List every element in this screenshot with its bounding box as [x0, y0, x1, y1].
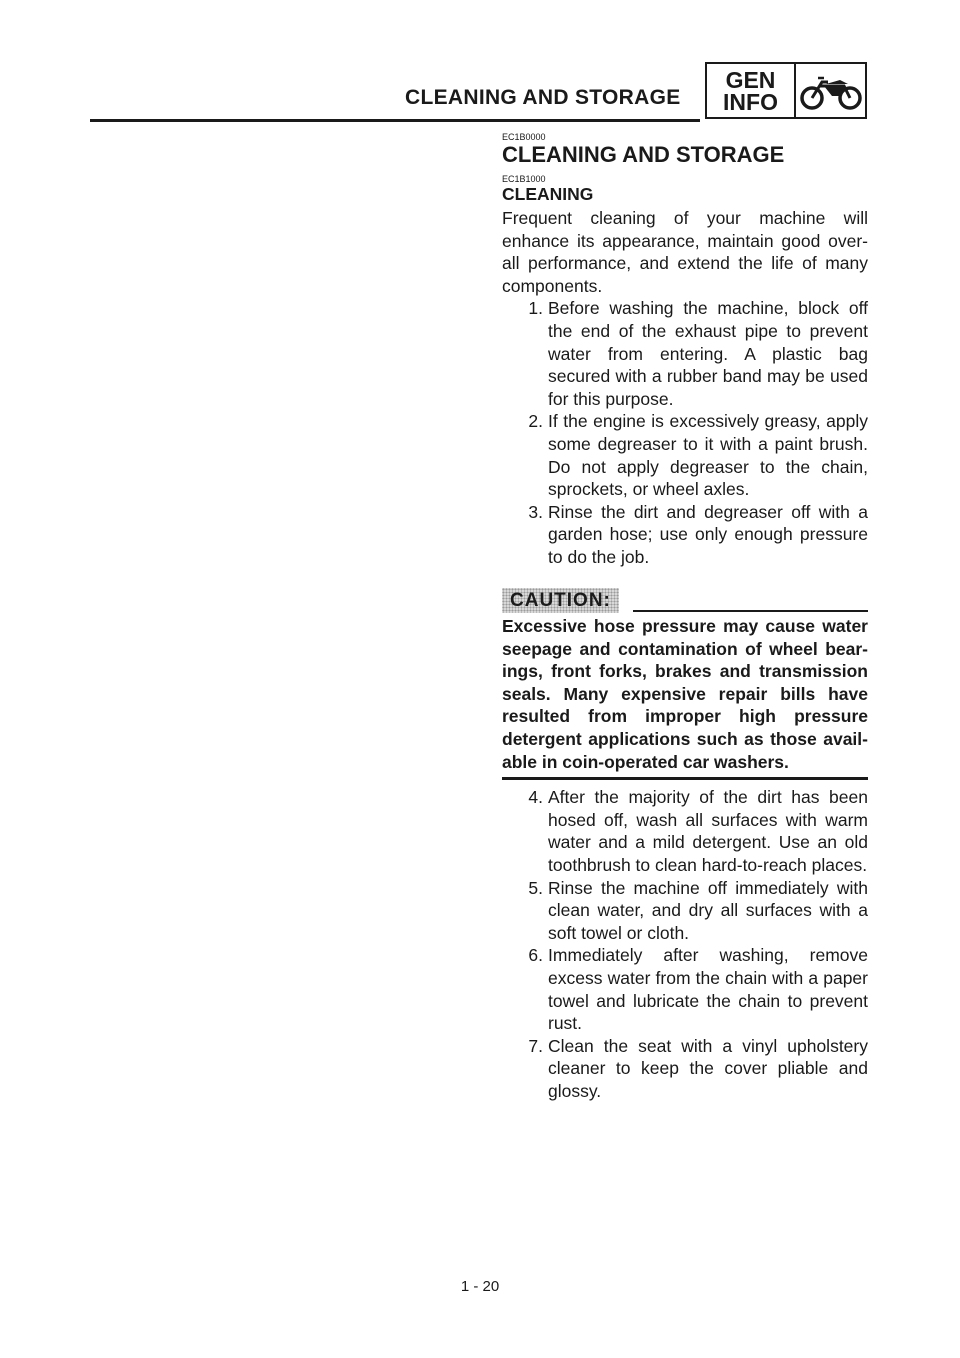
section-badge: [705, 62, 867, 119]
step-text: Before washing the machine, block off the end of the exhaust pipe to prevent water from entering. A plastic bag secured with a rubber band may be used for this purpose.: [548, 298, 868, 409]
caution-text: Excessive hose pressure may cause water seepage and contamination of wheel bear-ings, front forks, brakes and transmission seals. Many expensive repair bills have resulted from improper high pressure detergent applications such as those avail-able in coin-operated car washers.: [502, 616, 868, 772]
badge-line-info: INFO: [723, 88, 778, 115]
step-text: After the majority of the dirt has been hosed off, wash all surfaces with warm water and a mild detergent. Use an old toothbrush to clean hard-to-reach places.: [548, 787, 868, 876]
motorcycle-icon: [796, 64, 865, 117]
steps-list-b: [502, 786, 868, 1102]
step-number: 1.: [528, 298, 543, 319]
step-text: If the engine is excessively greasy, apply some degreaser to it with a paint brush. Do not apply degreaser to the chain, sprockets, or wheel axles.: [548, 411, 868, 500]
caution-label: CAUTION:: [502, 588, 619, 614]
list-item: [502, 786, 868, 876]
caution-header: [502, 588, 868, 614]
subsection-code: EC1B1000: [502, 174, 546, 184]
steps-list-a: [502, 297, 868, 568]
section-title: CLEANING AND STORAGE: [502, 142, 785, 167]
badge-line-gen: GEN: [725, 66, 776, 93]
step-number: 4.: [528, 787, 543, 808]
list-item: [502, 1035, 868, 1103]
caution-rule: [633, 610, 868, 612]
list-item: [502, 410, 868, 500]
list-item: [502, 944, 868, 1034]
step-number: 6.: [528, 945, 543, 966]
step-number: 5.: [528, 877, 543, 898]
page-number: 1 - 20: [460, 1278, 500, 1295]
subsection-title: CLEANING: [502, 184, 594, 204]
caution-end-rule: [502, 777, 868, 780]
badge-text: [707, 64, 796, 117]
section-code: EC1B0000: [502, 132, 546, 142]
step-number: 3.: [528, 501, 543, 522]
intro-paragraph: Frequent cleaning of your machine will enhance its appearance, maintain good over-all performance, and extend the life of many components.: [502, 208, 868, 296]
list-item: [502, 877, 868, 945]
list-item: [502, 297, 868, 410]
step-text: Immediately after washing, remove excess water from the chain with a paper towel and lubricate the chain to prevent rust.: [548, 945, 868, 1034]
step-number: 7.: [528, 1035, 543, 1056]
step-text: Clean the seat with a vinyl upholstery cleaner to keep the cover pliable and glossy.: [548, 1035, 868, 1101]
header-rule: [90, 119, 700, 122]
list-item: [502, 501, 868, 569]
step-number: 2.: [528, 411, 543, 432]
header-title: CLEANING AND STORAGE: [405, 86, 681, 109]
page-content: [502, 132, 868, 1103]
step-text: Rinse the machine off immediately with clean water, and dry all surfaces with a soft towel or cloth.: [548, 877, 868, 943]
step-text: Rinse the dirt and degreaser off with a garden hose; use only enough pressure to do the job.: [548, 501, 868, 567]
